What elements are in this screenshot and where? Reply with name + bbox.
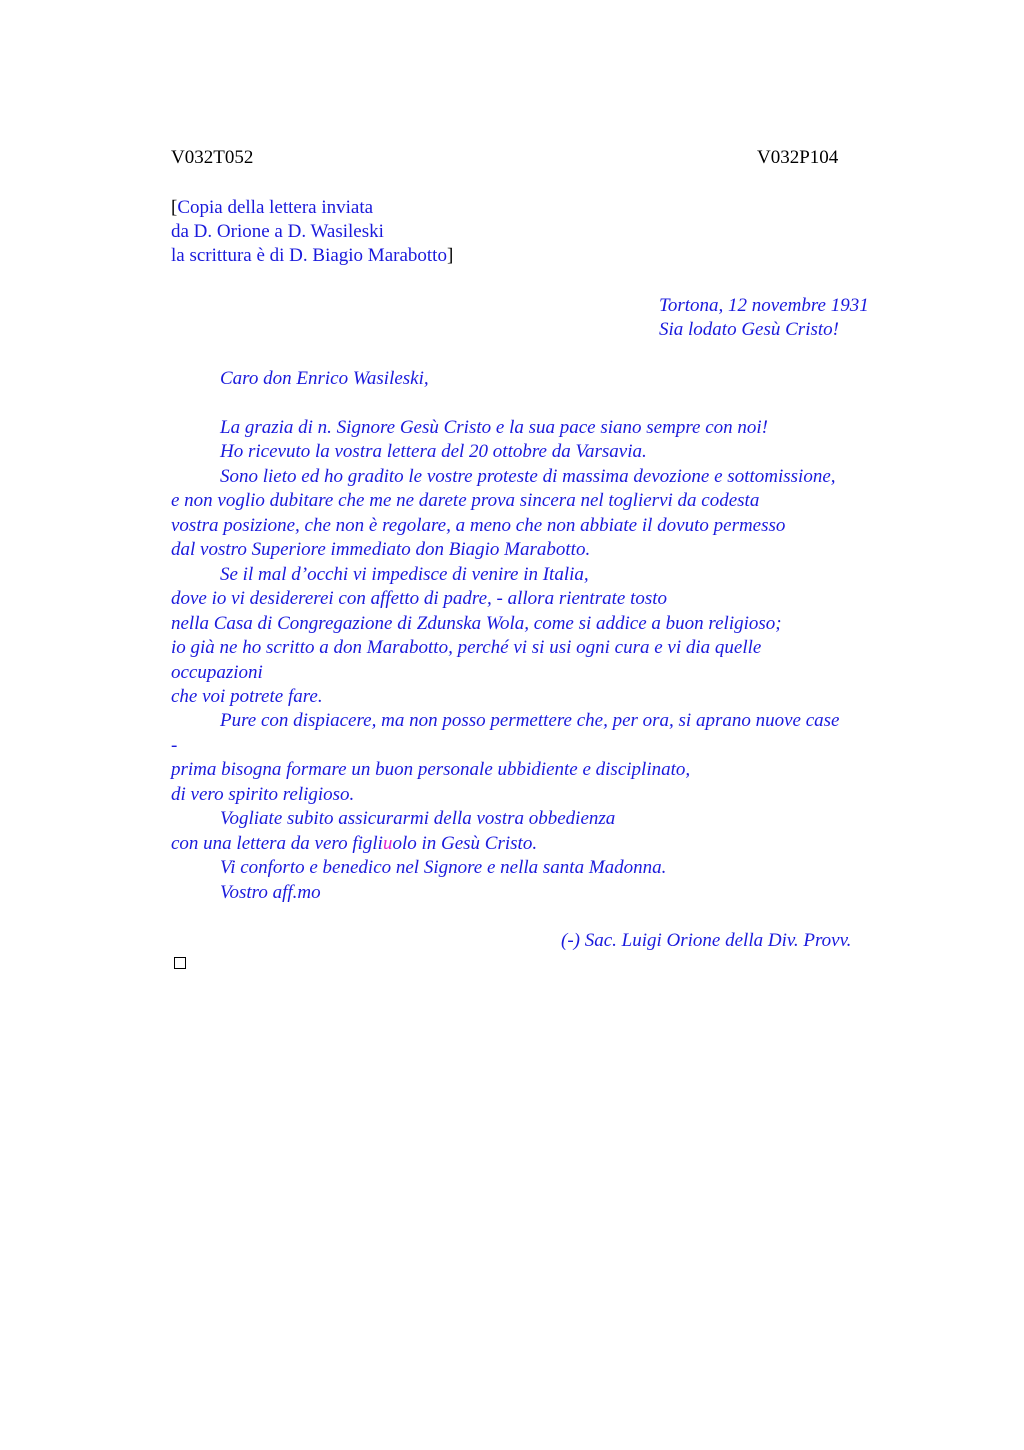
body-line: di vero spirito religioso. (171, 784, 355, 805)
salutation: Caro don Enrico Wasileski, (220, 368, 429, 389)
document-code-left: V032T052 (171, 147, 254, 168)
body-line: Pure con dispiacere, ma non posso permettere che, per ora, si aprano nuove case (220, 710, 840, 731)
closing: Vostro aff.mo (220, 882, 321, 903)
body-line: prima bisogna formare un buon personale ubbidiente e disciplinato, (171, 759, 691, 780)
body-line: - (171, 735, 178, 756)
body-line: e non voglio dubitare che me ne darete prova sincera nel togliervi da codesta (171, 490, 760, 511)
signature: (-) Sac. Luigi Orione della Div. Provv. (561, 930, 852, 951)
note-line-2: da D. Orione a D. Wasileski (171, 221, 384, 242)
body-line-segment: olo in Gesù Cristo. (392, 833, 538, 854)
body-line: nella Casa di Congregazione di Zdunska Wola, come si addice a buon religioso; (171, 613, 782, 634)
body-line: vostra posizione, che non è regolare, a meno che non abbiate il dovuto permesso (171, 515, 786, 536)
body-line: io già ne ho scritto a don Marabotto, perché vi si usi ogni cura e vi dia quelle (171, 637, 762, 658)
body-line: occupazioni (171, 662, 263, 683)
place-date: Tortona, 12 novembre 1931 (659, 295, 869, 316)
body-line: Vogliate subito assicurarmi della vostra obbedienza (220, 808, 616, 829)
body-line: La grazia di n. Signore Gesù Cristo e la sua pace siano sempre con noi! (220, 417, 768, 438)
body-line: Ho ricevuto la vostra lettera del 20 ottobre da Varsavia. (220, 441, 647, 462)
note-line-3: la scrittura è di D. Biagio Marabotto (171, 245, 447, 266)
body-line: dal vostro Superiore immediato don Biagio Marabotto. (171, 539, 591, 560)
body-line: dove io vi desidererei con affetto di padre, - allora rientrate tosto (171, 588, 668, 609)
body-line-segment: con una lettera da vero figli (171, 833, 383, 854)
correction-mark: u (382, 833, 393, 854)
invocation: Sia lodato Gesù Cristo! (659, 319, 839, 340)
note-open-bracket: [ (171, 197, 178, 218)
note-close-bracket: ] (446, 245, 454, 266)
note-line-1: Copia della lettera inviata (177, 197, 374, 218)
document-code-right: V032P104 (757, 147, 839, 168)
body-line (171, 832, 537, 856)
body-line: Sono lieto ed ho gradito le vostre proteste di massima devozione e sottomissione, (220, 466, 836, 487)
body-line: Vi conforto e benedico nel Signore e nella santa Madonna. (220, 857, 667, 878)
body-line: Se il mal d’occhi vi impedisce di venire in Italia, (220, 564, 589, 585)
body-line: che voi potrete fare. (171, 686, 323, 707)
end-marker-square (174, 957, 186, 969)
